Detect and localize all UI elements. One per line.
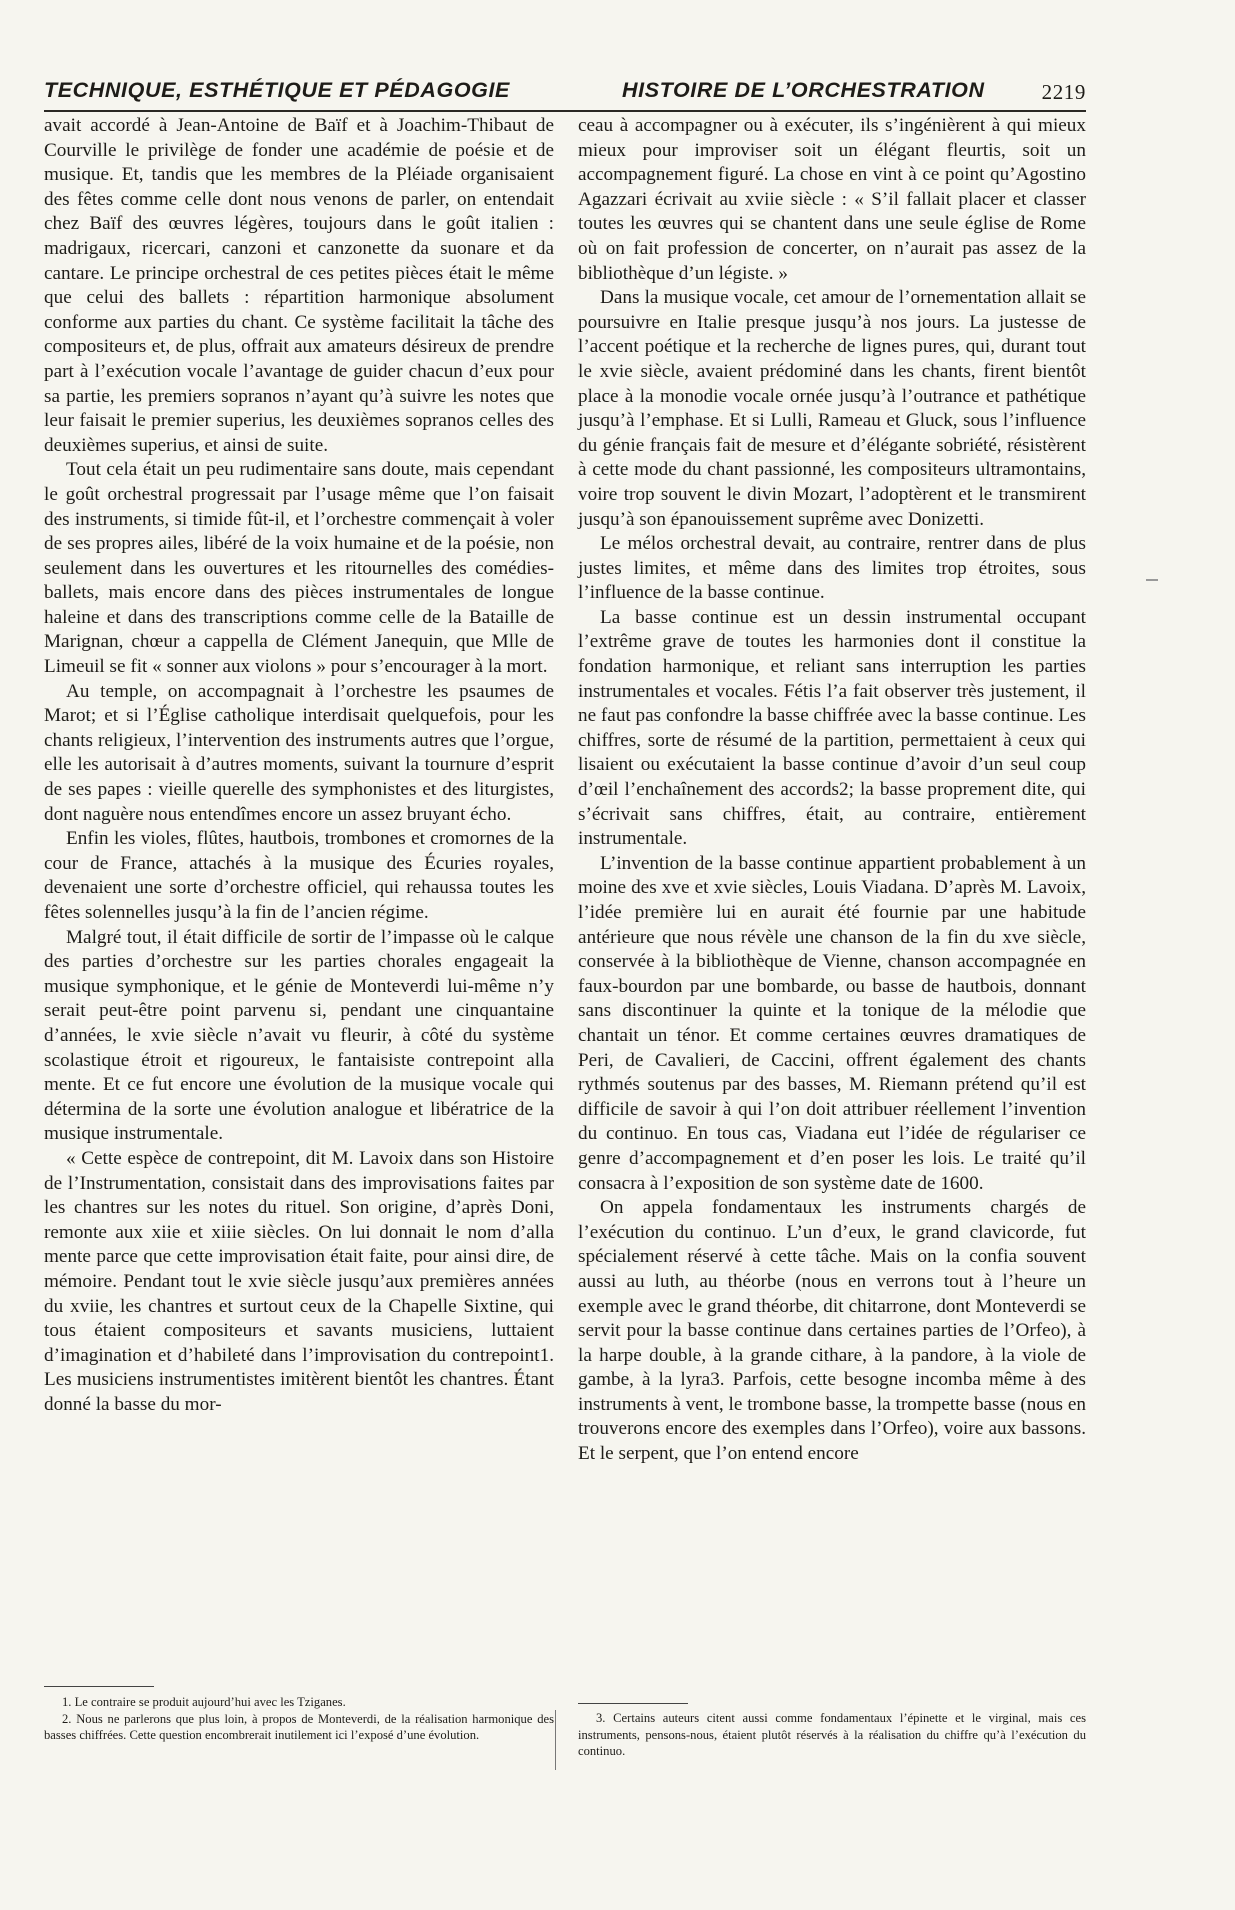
margin-mark <box>1146 579 1158 581</box>
paragraph: Dans la musique vocale, cet amour de l’ornementation allait se poursuivre en Italie presque jusqu’à nos jours. La justesse de l’accent poétique et la recherche de lignes pures, qui, durant tout le xvie siècle, avaient prédominé dans les chants, firent bientôt place à la monodie vocale ornée jusqu’à l’outrance et pathétique jusqu’à l’emphase. Et si Lulli, Rameau et Gluck, sous l’influence du génie français fait de mesure et d’élégante sobriété, résistèrent à cette mode du chant passionné, les compositeurs ultramontains, voire trop souvent le divin Mozart, l’adoptèrent et le transmirent jusqu’à son épanouissement suprême avec Donizetti. <box>578 287 1086 530</box>
paragraph: « Cette espèce de contrepoint, dit M. Lavoix dans son Histoire de l’Instrumentation, consistait dans des improvisations faites par les chantres sur les notes du rituel. Son origine, d’après Doni, remonte aux xiie et xiiie siècles. On lui donnait le nom d’alla mente parce que cette improvisation était faite, pour ainsi dire, de mémoire. Pendant tout le xvie siècle jusqu’aux premières années du xviie, les chantres et surtout ceux de la Chapelle Sixtine, qui tous étaient compositeurs et savants musiciens, luttaient d’imagination et d’habileté dans l’improvisation du contrepoint1. Les musiciens instrumentistes imitèrent bientôt les chantres. Étant donné la basse du mor- <box>44 1147 554 1415</box>
paragraph: On appela fondamentaux les instruments chargés de l’exécution du continuo. L’un d’eux, le grand clavicorde, fut spécialement réservé à cette tâche. Mais on la confia souvent aussi au luth, au théorbe (nous en verrons tout à l’heure un exemple avec le grand théorbe, dit chitarrone, dont Monteverdi se servit pour la basse continue dans certaines parties de l’Orfeo), à la harpe double, à la grande cithare, à la pandore, à la viole de gambe, à la lyra3. Parfois, cette besogne incomba même à des instruments à vent, le trombone basse, la trompette basse (nous en trouverons encore des exemples dans l’Orfeo), voire aux bassons. Et le serpent, que l’on entend encore <box>578 1197 1086 1465</box>
footnotes-left <box>44 1694 554 1744</box>
header-rule <box>44 110 1086 112</box>
paragraph: Malgré tout, il était difficile de sortir de l’impasse où le calque des parties d’orchestre sur les parties chorales engageait la musique symphonique, et le génie de Monteverdi lui-même n’y serait peut-être point parvenu si, pendant une cinquantaine d’années, le xvie siècle n’avait vu fleurir, à côté du système scolastique étroit et rigoureux, le fantaisiste contrepoint alla mente. Et ce fut encore une évolution de la musique vocale qui détermina de la sorte une évolution analogue et libératrice de la musique instrumentale. <box>44 926 554 1145</box>
paragraph: L’invention de la basse continue appartient probablement à un moine des xve et xvie siècles, Louis Viadana. D’après M. Lavoix, l’idée première lui en aurait été fournie par une habitude antérieure que nous révèle une chanson de la fin du xve siècle, conservée à la bibliothèque de Vienne, chanson accompagnée en faux-bourdon par une bombarde, ou basse de hautbois, donnant sans discontinuer la quinte et la tonique de la mélodie que chantait un ténor. Et comme certaines œuvres dramatiques de Peri, de Cavalieri, de Caccini, offrent également des chants rythmés soutenus par des basses, M. Riemann prétend qu’il est difficile de savoir à qui l’on doit attribuer réellement l’invention du continuo. En tous cas, Viadana eut l’idée de régulariser ce genre d’accompagnement et d’en poser les lois. Le traité qu’il consacra à l’exposition de son système date de 1600. <box>578 852 1086 1194</box>
left-column <box>44 114 554 1417</box>
paragraph: ceau à accompagner ou à exécuter, ils s’ingénièrent à qui mieux mieux pour improviser soit un élégant fleurtis, soit un accompagnement figuré. La chose en vint à ce point qu’Agostino Agazzari écrivait au xviie siècle : « S’il fallait placer et classer toutes les œuvres qui se chantent dans une seule église de Rome où on fait profession de concerter, on n’aurait pas assez de la bibliothèque d’un légiste. » <box>578 115 1086 284</box>
footnote-rule <box>578 1703 688 1704</box>
page-number: 2219 <box>1041 80 1086 104</box>
paragraph: Tout cela était un peu rudimentaire sans doute, mais cependant le goût orchestral progressait par l’usage même que l’on faisait des instruments, si timide fût-il, et l’orchestre commençait à voler de ses propres ailes, libéré de la voix humaine et de la poésie, non seulement dans les ouvertures et les ritournelles des comédies-ballets, mais encore dans des pièces instrumentales de longue haleine et dans des transcriptions comme celle de la Bataille de Marignan, chœur a cappella de Clément Janequin, que Mlle de Limeuil se fit « sonner aux violons » pour s’encourager à la mort. <box>44 459 554 678</box>
paragraph: Enfin les violes, flûtes, hautbois, trombones et cromornes de la cour de France, attachés à la musique des Écuries royales, devenaient une sorte d’orchestre officiel, qui rehaussa toutes les fêtes solennelles jusqu’à la fin de l’ancien régime. <box>44 828 554 923</box>
paragraph: Au temple, on accompagnait à l’orchestre les psaumes de Marot; et si l’Église catholique interdisait quelquefois, pour les chants religieux, l’intervention des instruments autres que l’orgue, elle les autorisait à d’autres moments, suivant la tournure d’esprit de ses papes : vieille querelle des symphonistes et des liturgistes, dont naguère nous entendîmes encore un assez bruyant écho. <box>44 680 554 825</box>
footnotes-right <box>578 1710 1086 1760</box>
running-header <box>44 78 1086 108</box>
footnote: 2. Nous ne parlerons que plus loin, à propos de Monteverdi, de la réalisation harmonique des basses chiffrées. Cette question encombrerait inutilement ici l’exposé d’une évolution. <box>44 1711 554 1742</box>
paragraph: La basse continue est un dessin instrumental occupant l’extrême grave de toutes les harmonies dont il constitue la fondation harmonique, et reliant sans interruption les parties instrumentales et vocales. Fétis l’a fait observer très justement, il ne faut pas confondre la basse chiffrée avec la basse continue. Les chiffres, sorte de résumé de la partition, permettaient à ceux qui lisaient ou exécutaient la basse continue d’avoir d’un seul coup d’œil l’enchaînement des accords2; la basse proprement dite, qui s’écrivait sans chiffres, était, au contraire, entièrement instrumentale. <box>578 606 1086 850</box>
footnote: 3. Certains auteurs citent aussi comme fondamentaux l’épinette et le virginal, mais ces instruments, pensons-nous, étaient plutôt réservés à la réalisation du chiffre qu’à l’exécution du continuo. <box>578 1711 1086 1758</box>
paragraph: avait accordé à Jean-Antoine de Baïf et à Joachim-Thibaut de Courville le privilège de fonder une académie de poésie et de musique. Et, tandis que les membres de la Pléiade organisaient des fêtes comme celle dont nous venons de parler, on entendait chez Baïf des œuvres légères, toujours dans le goût italien : madrigaux, ricercari, canzoni et canzonette da suonare et da cantare. Le principe orchestral de ces petites pièces était le même que celui des ballets : répartition harmonique absolument conforme aux parties du chant. Ce système facilitait la tâche des compositeurs et, de plus, offrait aux amateurs désireux de prendre part à l’exécution vocale l’avantage de guider chacun d’eux pour sa partie, les premiers sopranos n’ayant qu’à suivre les notes que leur faisait le premier superius, les deuxièmes sopranos celles des deuxièmes superius, et ainsi de suite. <box>44 115 554 456</box>
right-column <box>578 114 1086 1467</box>
footnote-rule <box>44 1686 154 1687</box>
footnote: 1. Le contraire se produit aujourd’hui avec les Tziganes. <box>62 1695 346 1709</box>
paragraph: Le mélos orchestral devait, au contraire, rentrer dans de plus justes limites, et même dans des limites trop étroites, sous l’influence de la basse continue. <box>578 533 1086 604</box>
header-right-title: HISTOIRE DE L’ORCHESTRATION <box>622 78 985 102</box>
header-left-title: TECHNIQUE, ESTHÉTIQUE ET PÉDAGOGIE <box>44 78 510 102</box>
column-divider-mark <box>555 1710 556 1770</box>
